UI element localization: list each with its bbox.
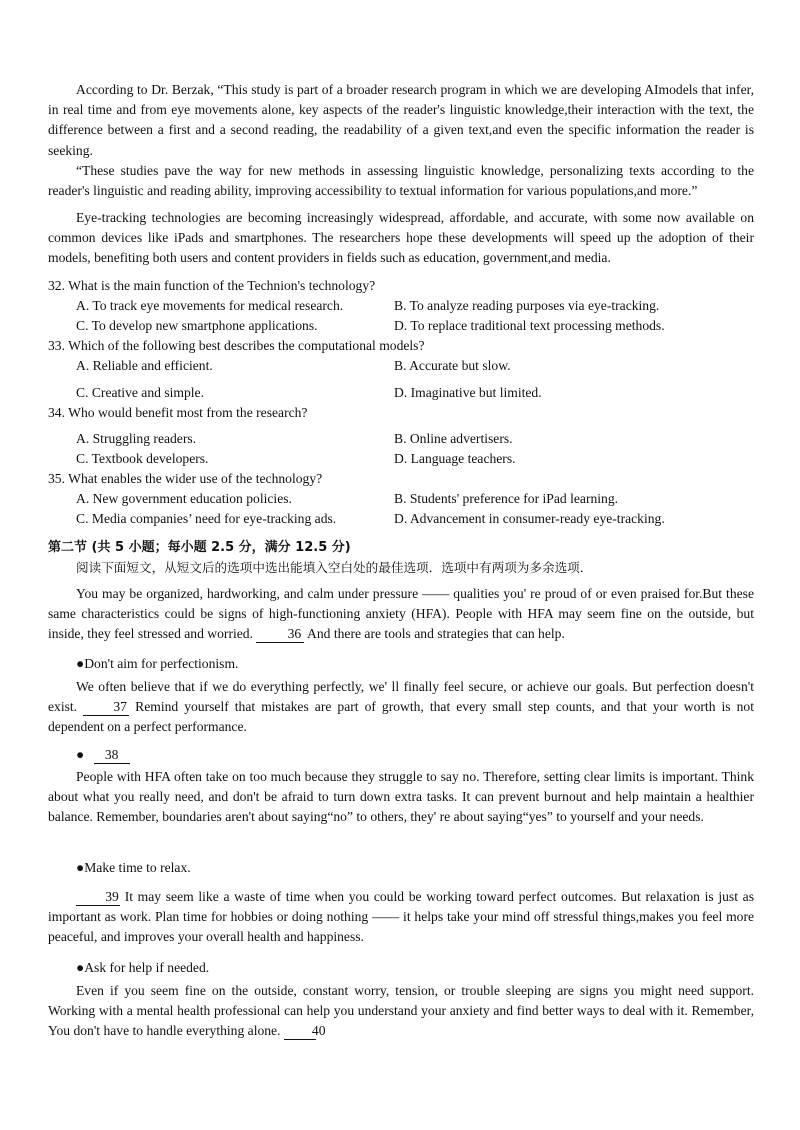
cloze-paragraph-5 [48,981,754,1042]
blank-38[interactable]: 38 [94,747,130,764]
blank-36[interactable]: 36 [256,626,304,643]
question-32-stem: 32. What is the main function of the Technion's technology? [48,278,376,293]
question-33-option-c[interactable]: C. Creative and simple. [76,385,204,400]
passage-paragraph-1: According to Dr. Berzak, “This study is part of a broader research program in which we are developing AImodels that infer, in real time and from eye movements alone, key aspects of the reader's linguistic knowledge,their interaction with the text, the difference between a first and a second reading, the readability of a given text,and even the specific information the reader is seeking. [48,82,754,158]
question-32-option-c[interactable]: C. To develop new smartphone applications. [76,318,318,333]
question-35-stem: 35. What enables the wider use of the technology? [48,471,323,486]
question-35-option-a[interactable]: A. New government education policies. [76,491,292,506]
passage-paragraph-3: Eye-tracking technologies are becoming increasingly widespread, affordable, and accurate, with some now available on common devices like iPads and smartphones. The researchers hope these developments will speed up the adoption of their models, benefiting both users and content providers in fields such as education, government,and media. [48,210,754,266]
tip-heading-38 [76,745,130,765]
blank-39[interactable]: 39 [76,889,120,906]
question-34-option-a[interactable]: A. Struggling readers. [76,431,197,446]
section-2-instruction: 阅读下面短文，从短文后的选项中选出能填入空白处的最佳选项．选项中有两项为多余选项． [76,560,593,575]
cloze-paragraph-1-tail: And there are tools and strategies that can help. [307,626,565,642]
cloze-paragraph-2-text: We often believe that if we do everything perfectly, we' ll finally feel secure, or achieve our goals. But perfection doesn't exist. [48,679,754,715]
passage-paragraph-2: “These studies pave the way for new methods in assessing linguistic knowledge, personalizing texts according to the reader's linguistic and reading ability, improving accessibility to textual information for various populations,and more.” [48,163,754,199]
cloze-paragraph-3: People with HFA often take on too much because they struggle to say no. Therefore, setting clear limits is important. Think about what you really need, and don't be afraid to turn down extra tasks. It can prevent burnout and help maintain a healthier balance. Remember, boundaries aren't about saying“no” to others, they' re about saying“yes” to yourself and your needs. [48,769,754,825]
cloze-paragraph-4 [48,887,754,948]
cloze-paragraph-4-text: It may seem like a waste of time when you could be working toward perfect outcomes. But relaxation is just as important as work. Plan time for hobbies or doing nothing —— it helps take your mind off stressful things,makes you feel more peaceful, and improves your overall health and happiness. [48,889,754,945]
tip-heading-perfectionism: ●Don't aim for perfectionism. [76,656,239,671]
question-35-option-b[interactable]: B. Students' preference for iPad learning. [394,491,619,506]
cloze-paragraph-2 [48,677,754,738]
question-34-stem: 34. Who would benefit most from the research? [48,405,308,420]
cloze-paragraph-1-text: You may be organized, hardworking, and calm under pressure —— qualities you' re proud of or even praised for.But these same characteristics could be signs of high-functioning anxiety (HFA). People with HFA may seem fine on the outside, but inside, they feel stressed and worried. [48,586,754,642]
question-32-option-d[interactable]: D. To replace traditional text processing methods. [394,318,665,333]
question-32-option-b[interactable]: B. To analyze reading purposes via eye-tracking. [394,298,660,313]
question-35-option-d[interactable]: D. Advancement in consumer-ready eye-tracking. [394,511,665,526]
bullet-dot: ● [76,747,85,762]
question-35-option-c[interactable]: C. Media companies’ need for eye-tracking ads. [76,511,337,526]
blank-37[interactable]: 37 [83,699,129,716]
question-33-option-d[interactable]: D. Imaginative but limited. [394,385,542,400]
cloze-paragraph-2-tail: Remind yourself that mistakes are part of growth, that every small step counts, and that your worth is not dependent on a perfect performance. [48,699,754,735]
question-34-option-c[interactable]: C. Textbook developers. [76,451,209,466]
cloze-paragraph-5-text: Even if you seem fine on the outside, constant worry, tension, or trouble sleeping are signs you might need support. Working with a mental health professional can help you understand your anxiety and find better ways to deal with it. Remember, You don't have to handle everything alone. [48,983,754,1039]
question-33-option-b[interactable]: B. Accurate but slow. [394,358,511,373]
blank-40[interactable]: 40 [284,1023,316,1040]
question-34-option-b[interactable]: B. Online advertisers. [394,431,513,446]
cloze-paragraph-1 [48,584,754,645]
question-32-option-a[interactable]: A. To track eye movements for medical research. [76,298,344,313]
tip-heading-ask-help: ●Ask for help if needed. [76,960,210,975]
tip-heading-relax: ●Make time to relax. [76,860,191,875]
question-33-option-a[interactable]: A. Reliable and efficient. [76,358,213,373]
question-34-option-d[interactable]: D. Language teachers. [394,451,516,466]
question-33-stem: 33. Which of the following best describes the computational models? [48,338,425,353]
section-2-heading: 第二节 (共 5 小题；每小题 2.5 分，满分 12.5 分) [48,540,351,555]
